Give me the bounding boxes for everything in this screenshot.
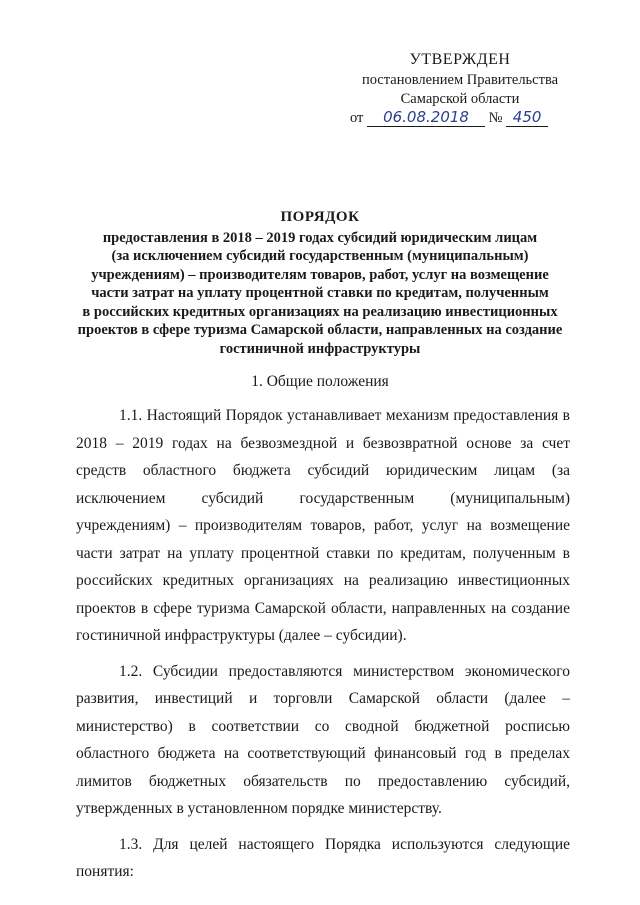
approval-line-2: Самарской области — [400, 91, 520, 107]
paragraph-1-3: 1.3. Для целей настоящего Порядка используются следующие понятия: — [76, 835, 570, 880]
date-prefix: от — [350, 110, 364, 126]
approval-date-line — [340, 109, 580, 128]
document-body — [76, 402, 570, 886]
paragraph-1-1: 1.1. Настоящий Порядок устанавливает механизм предоставления в 2018 – 2019 годах на безвозмездной и безвозвратной основе за счет средств областного бюджета субсидий юридическим лицам (за исключением субсидий государственным (муниципальным) учреждениям) – производителям товаров, работ, услуг на возмещение части затрат на уплату процентной ставки по кредитам, полученным в российских кредитных организациях на реализацию инвестиционных проектов в сфере туризма Самарской области, направленных на создание гостиничной инфраструктуры (далее – субсидии). — [76, 407, 570, 644]
title-line: гостиничной инфраструктуры — [219, 340, 421, 357]
handwritten-number: 450 — [506, 109, 548, 127]
handwritten-date: 06.08.2018 — [367, 109, 485, 127]
title-line: части затрат на уплату процентной ставки по кредитам, полученным — [91, 285, 549, 301]
title-line: проектов в сфере туризма Самарской области, направленных на создание — [77, 322, 563, 338]
paragraph-1-2: 1.2. Субсидии предоставляются министерством экономического развития, инвестиций и торговли Самарской области (далее – министерство) в соответствии со сводной бюджетной росписью областного бюджета на соответствующий финансовый год в пределах лимитов бюджетных обязательств по предоставлению субсидий, утвержденных в установленном порядке министерству. — [76, 662, 570, 817]
title-line: учреждениям) – производителям товаров, работ, услуг на возмещение — [91, 266, 549, 283]
title-line: (за исключением субсидий государственным (муниципальным) — [111, 248, 529, 264]
approval-block — [340, 50, 580, 128]
title-main: ПОРЯДОК — [280, 209, 360, 225]
approval-heading: УТВЕРЖДЕН — [409, 51, 511, 68]
title-line: в российских кредитных организациях на реализацию инвестиционных — [82, 303, 558, 320]
document-title — [60, 208, 580, 358]
section-heading: 1. Общие положения — [251, 373, 389, 390]
approval-line-1: постановлением Правительства — [361, 72, 559, 88]
number-prefix: № — [488, 110, 503, 126]
title-line: предоставления в 2018 – 2019 годах субсидий юридическим лицам — [102, 229, 538, 246]
